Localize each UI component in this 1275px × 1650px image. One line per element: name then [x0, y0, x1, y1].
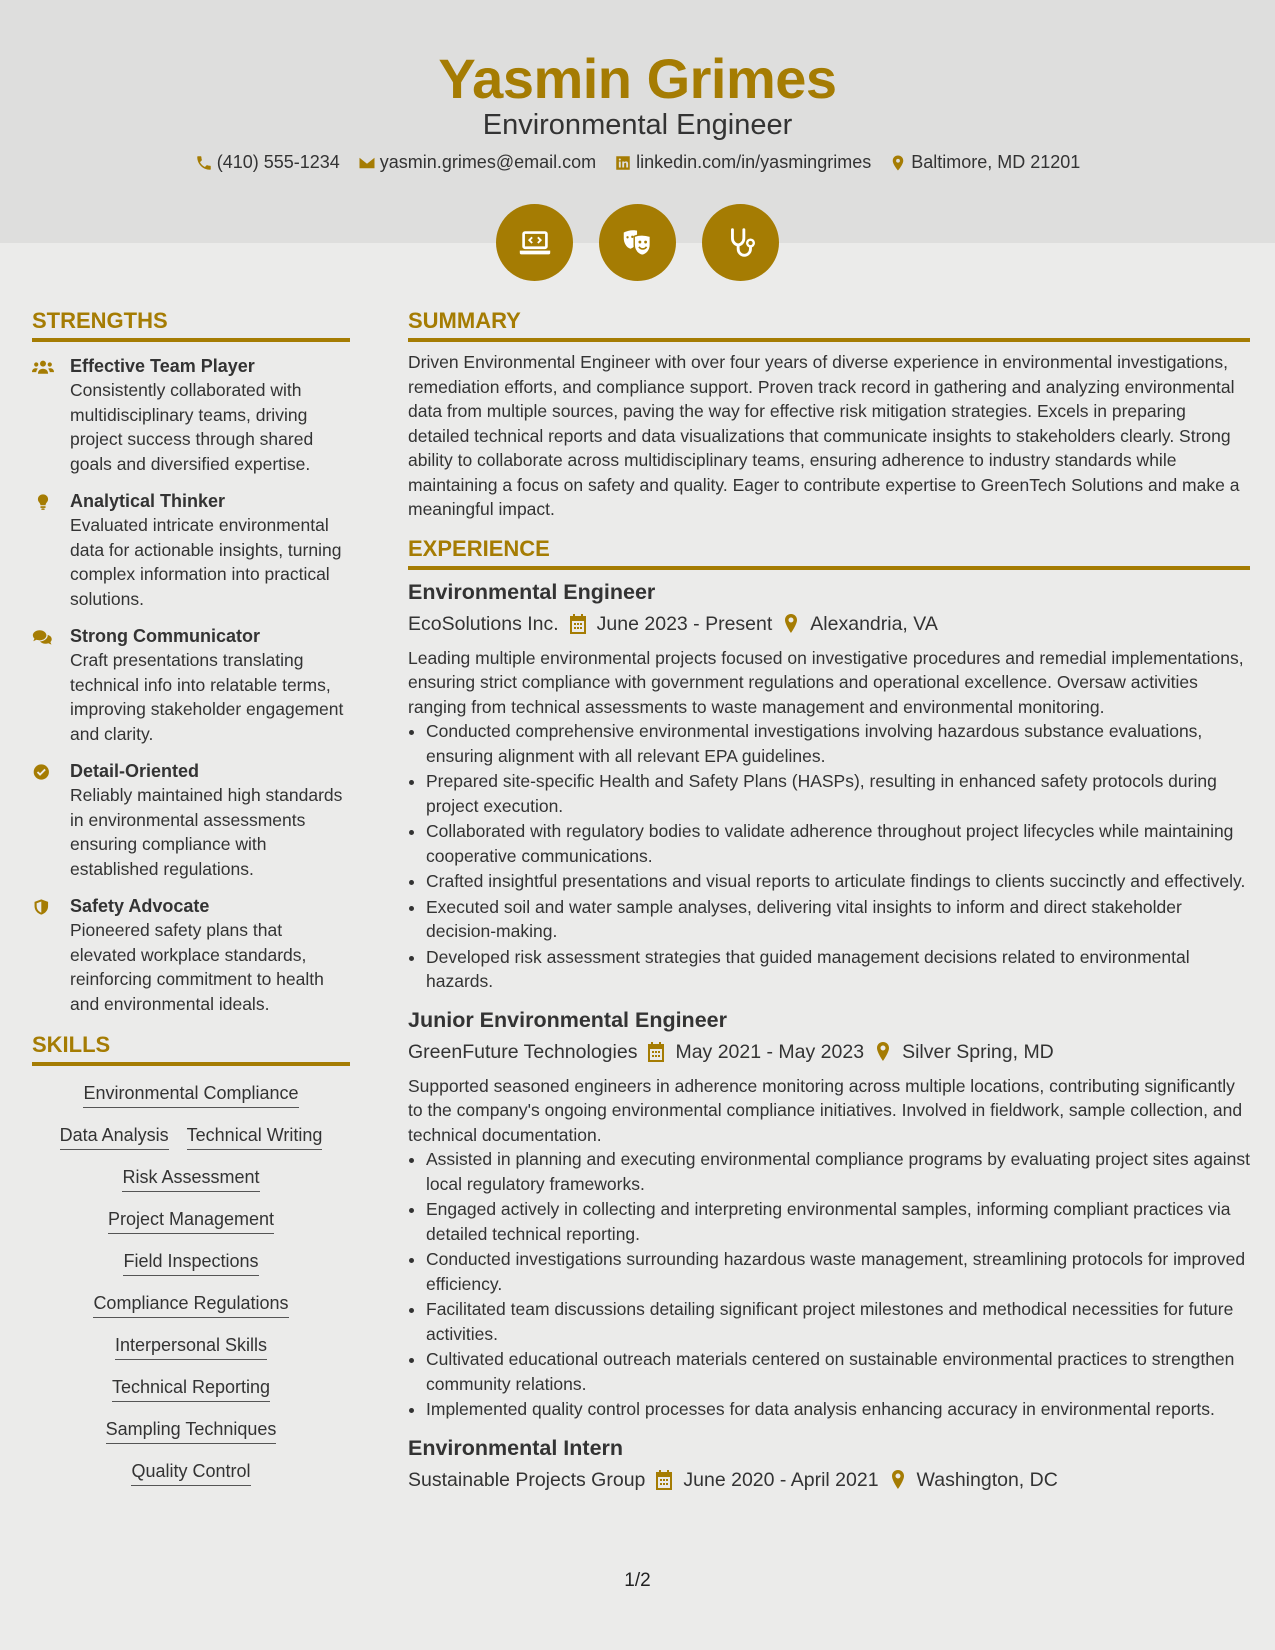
- calendar-icon: [647, 1042, 665, 1062]
- job-title: Environmental Intern: [408, 1435, 624, 1460]
- comments-icon: [32, 627, 54, 647]
- job-title: Environmental Engineer: [408, 579, 656, 604]
- job-dates: June 2020 - April 2021: [683, 1468, 879, 1491]
- skill-tag: Technical Reporting: [112, 1376, 270, 1402]
- list-item: • Executed soil and water sample analyses, delivering vital insights to inform and direct stakeholder decision-making.: [426, 895, 1250, 944]
- experience-heading: EXPERIENCE: [408, 536, 1250, 570]
- skill-tag: Environmental Compliance: [83, 1082, 298, 1108]
- right-column: [408, 308, 1250, 1502]
- skill-tag: Project Management: [108, 1208, 274, 1234]
- strength-title: Strong Communicator: [70, 626, 261, 646]
- job-entry: [408, 578, 1250, 994]
- list-item: • Prepared site-specific Health and Safety Plans (HASPs), resulting in enhanced safety protocols during project execution.: [426, 769, 1250, 818]
- check-circle-icon: [32, 762, 54, 782]
- list-item: • Collaborated with regulatory bodies to validate adherence throughout project lifecycles while maintaining cooperative communications.: [426, 819, 1250, 868]
- phone-icon: [195, 154, 213, 172]
- job-meta: [408, 611, 1250, 637]
- interest-icons: [0, 204, 1275, 281]
- envelope-icon: [358, 154, 376, 172]
- circle-masks: [599, 204, 676, 281]
- strength-desc: Pioneered safety plans that elevated workplace standards, reinforcing commitment to health and environmental ideals.: [70, 920, 324, 1014]
- strength-title: Analytical Thinker: [70, 491, 226, 511]
- contact-linkedin[interactable]: [614, 152, 871, 173]
- list-item: • Developed risk assessment strategies that guided management decisions related to environmental hazards.: [426, 945, 1250, 994]
- job-company: GreenFuture Technologies: [408, 1040, 638, 1063]
- skill-tag: Data Analysis: [60, 1124, 169, 1150]
- contact-linkedin-text: linkedin.com/in/yasmingrimes: [636, 152, 872, 172]
- list-item: • Conducted comprehensive environmental investigations involving hazardous substance evaluations, ensuring alignment with all relevant EPA guidelines.: [426, 719, 1250, 768]
- job-location: Silver Spring, MD: [902, 1040, 1054, 1063]
- strength-item: [32, 894, 350, 1016]
- list-item: • Engaged actively in collecting and interpreting environmental samples, informing compliant practices via detailed technical reporting.: [426, 1197, 1250, 1246]
- contact-phone-text: (410) 555-1234: [216, 152, 340, 172]
- circle-stethoscope: [702, 204, 779, 281]
- job-company: Sustainable Projects Group: [408, 1468, 646, 1491]
- left-column: [32, 308, 350, 1502]
- stethoscope-icon: [722, 224, 760, 262]
- linkedin-icon: [614, 154, 632, 172]
- strength-title: Detail-Oriented: [70, 761, 200, 781]
- contact-email[interactable]: [358, 152, 596, 173]
- location-pin-icon: [889, 154, 907, 172]
- job-location: Alexandria, VA: [810, 612, 938, 635]
- location-pin-icon: [874, 1042, 892, 1062]
- list-item: • Assisted in planning and executing environmental compliance programs by evaluating project sites against local regulatory frameworks.: [426, 1147, 1250, 1196]
- job-dates: June 2023 - Present: [596, 612, 773, 635]
- page-number: 1/2: [624, 1570, 651, 1591]
- candidate-role: Environmental Engineer: [482, 109, 793, 141]
- summary-text: Driven Environmental Engineer with over four years of diverse experience in environmental investigations, remediation efforts, and compliance support. Proven track record in gathering and analyzing environmental data from multiple sources, paving the way for effective risk mitigation strategies. Excels in preparing detailed technical reports and data visualizations that communicate insights to stakeholders clearly. Strong ability to collaborate across multidisciplinary teams, ensuring adherence to industry standards while maintaining a focus on safety and quality. Eager to contribute expertise to GreenTech Solutions and make a meaningful impact.: [408, 352, 1240, 519]
- skill-tag: Compliance Regulations: [93, 1292, 288, 1318]
- candidate-name: Yasmin Grimes: [438, 47, 837, 110]
- job-entry: [408, 1006, 1250, 1422]
- strength-desc: Evaluated intricate environmental data for actionable insights, turning complex information into practical solutions.: [70, 515, 342, 609]
- skill-tag: Interpersonal Skills: [115, 1334, 267, 1360]
- skill-tag: Sampling Techniques: [106, 1418, 277, 1444]
- job-bullets: [408, 719, 1250, 994]
- skills-heading: SKILLS: [32, 1032, 350, 1066]
- users-icon: [32, 357, 54, 377]
- job-description: Supported seasoned engineers in adherence monitoring across multiple locations, contributing significantly to the company's ongoing environmental compliance initiatives. Involved in fieldwork, sample collection, and technical documentation.: [408, 1075, 1243, 1145]
- theater-masks-icon: [619, 224, 657, 262]
- list-item: • Implemented quality control processes for data analysis enhancing accuracy in environmental reports.: [426, 1397, 1250, 1422]
- job-location: Washington, DC: [916, 1468, 1058, 1491]
- location-pin-icon: [782, 614, 800, 634]
- strength-item: [32, 354, 350, 476]
- list-item: • Conducted investigations surrounding hazardous waste management, streamlining protocols for improved efficiency.: [426, 1247, 1250, 1296]
- job-bullets: [408, 1147, 1250, 1422]
- strength-item: [32, 624, 350, 746]
- skill-tag: Quality Control: [131, 1460, 250, 1486]
- strength-title: Safety Advocate: [70, 896, 210, 916]
- contact-location: [889, 152, 1080, 173]
- job-title: Junior Environmental Engineer: [408, 1007, 727, 1032]
- strength-item: [32, 759, 350, 881]
- strength-desc: Reliably maintained high standards in environmental assessments ensuring compliance with established regulations.: [70, 785, 343, 879]
- strength-desc: Craft presentations translating technical info into relatable terms, improving stakeholder engagement and clarity.: [70, 650, 344, 744]
- list-item: • Facilitated team discussions detailing significant project milestones and methodical necessities for future activities.: [426, 1297, 1250, 1346]
- strength-title: Effective Team Player: [70, 356, 255, 376]
- circle-laptop: [496, 204, 573, 281]
- calendar-icon: [655, 1470, 673, 1490]
- strengths-heading: STRENGTHS: [32, 308, 350, 342]
- job-meta: [408, 1039, 1250, 1065]
- calendar-icon: [569, 614, 587, 634]
- contact-phone[interactable]: [195, 152, 340, 173]
- contact-email-text: yasmin.grimes@email.com: [379, 152, 597, 172]
- skill-tag: Field Inspections: [123, 1250, 258, 1276]
- laptop-code-icon: [516, 224, 554, 262]
- strength-desc: Consistently collaborated with multidisciplinary teams, driving project success through shared goals and diversified expertise.: [70, 380, 314, 474]
- skill-tag: Technical Writing: [187, 1124, 323, 1150]
- skills-list: [32, 1082, 350, 1502]
- location-pin-icon: [889, 1470, 907, 1490]
- summary-heading: SUMMARY: [408, 308, 1250, 342]
- job-meta: [408, 1467, 1250, 1493]
- lightbulb-icon: [32, 492, 54, 512]
- list-item: • Crafted insightful presentations and visual reports to articulate findings to clients succinctly and effectively.: [426, 869, 1250, 894]
- job-entry: [408, 1434, 1250, 1493]
- contact-location-text: Baltimore, MD 21201: [911, 152, 1081, 172]
- shield-icon: [32, 897, 54, 917]
- skill-tag: Risk Assessment: [122, 1166, 259, 1192]
- contact-bar: [0, 152, 1275, 173]
- strength-item: [32, 489, 350, 611]
- job-company: EcoSolutions Inc.: [408, 612, 559, 635]
- job-dates: May 2021 - May 2023: [675, 1040, 865, 1063]
- list-item: • Cultivated educational outreach materials centered on sustainable environmental practices to strengthen community relations.: [426, 1347, 1250, 1396]
- job-description: Leading multiple environmental projects focused on investigative procedures and remedial implementations, ensuring strict compliance with government regulations and operational excellence. Oversaw activities ranging from technical assessments to waste management and environmental monitoring.: [408, 647, 1244, 717]
